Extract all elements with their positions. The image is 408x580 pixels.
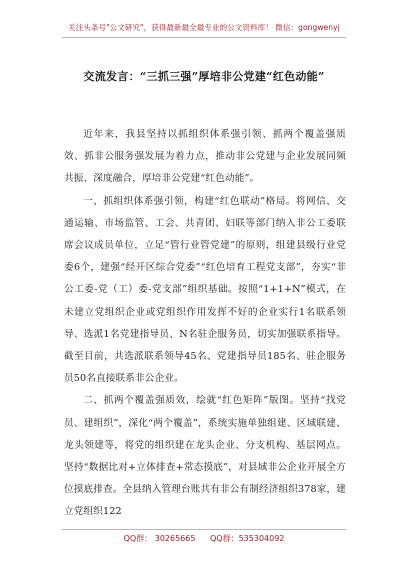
footer [0,533,408,544]
paragraph: 一、抓组织体系强引领，构建“红色联动”格局。将网信、交通运输、市场监管、工会、共青团、妇联等部门纳入非公工委联席会议成员单位，立足“管行业管党建”的原则，组建县级行业党委6个，建强“经开区综合党委”“红色培育工程党支部”，夯实“非公工委-党（工）委-党支部”组织基础。按照“1+1+N”模式，在未建立党组织企业或党组织作用发挥不好的企业实行1名联系领导、选派1名党建指导员、N名驻企服务员，切实加强联系指导。截至目前，共选派联系领导45名、党建指导员185名、驻企服务员50名直接联系非公企业。 [64,195,346,385]
footer-divider [62,529,346,530]
document-title: 交流发言：“三抓三强”厚培非公党建“红色动能” [83,70,325,83]
footer-qq-group-2: QQ群：535304092 [210,534,285,543]
header-banner: 关注头条号"公文研究"，获得最新最全最专业的公文资料库！ 微信：gongwenyj [68,23,340,32]
footer-qq-group-1: QQ群： 30265665 [123,534,196,543]
paragraph: 近年来，我县坚持以抓组织体系强引领、抓两个覆盖强质效、抓非公服务强发展为着力点，推动非公党建与企业发展同频共振、深度融合，厚培非公党建“红色动能”。 [64,129,346,185]
paragraph: 二、抓两个覆盖强质效，绘就“红色矩阵”版图。坚持“找党员、建组织”，深化“两个覆盖”，系统实施单独组建、区域联建、龙头领建等，将党的组织建在龙头企业、分支机构、基层网点。坚持“数据比对+立体排查+常态摸底”，对县域非公企业开展全方位摸底排查。全县纳入管理台账共有非公有制经济组织378家，建立党组织122 [64,395,346,518]
document-body [64,124,346,524]
header-divider [62,37,346,38]
